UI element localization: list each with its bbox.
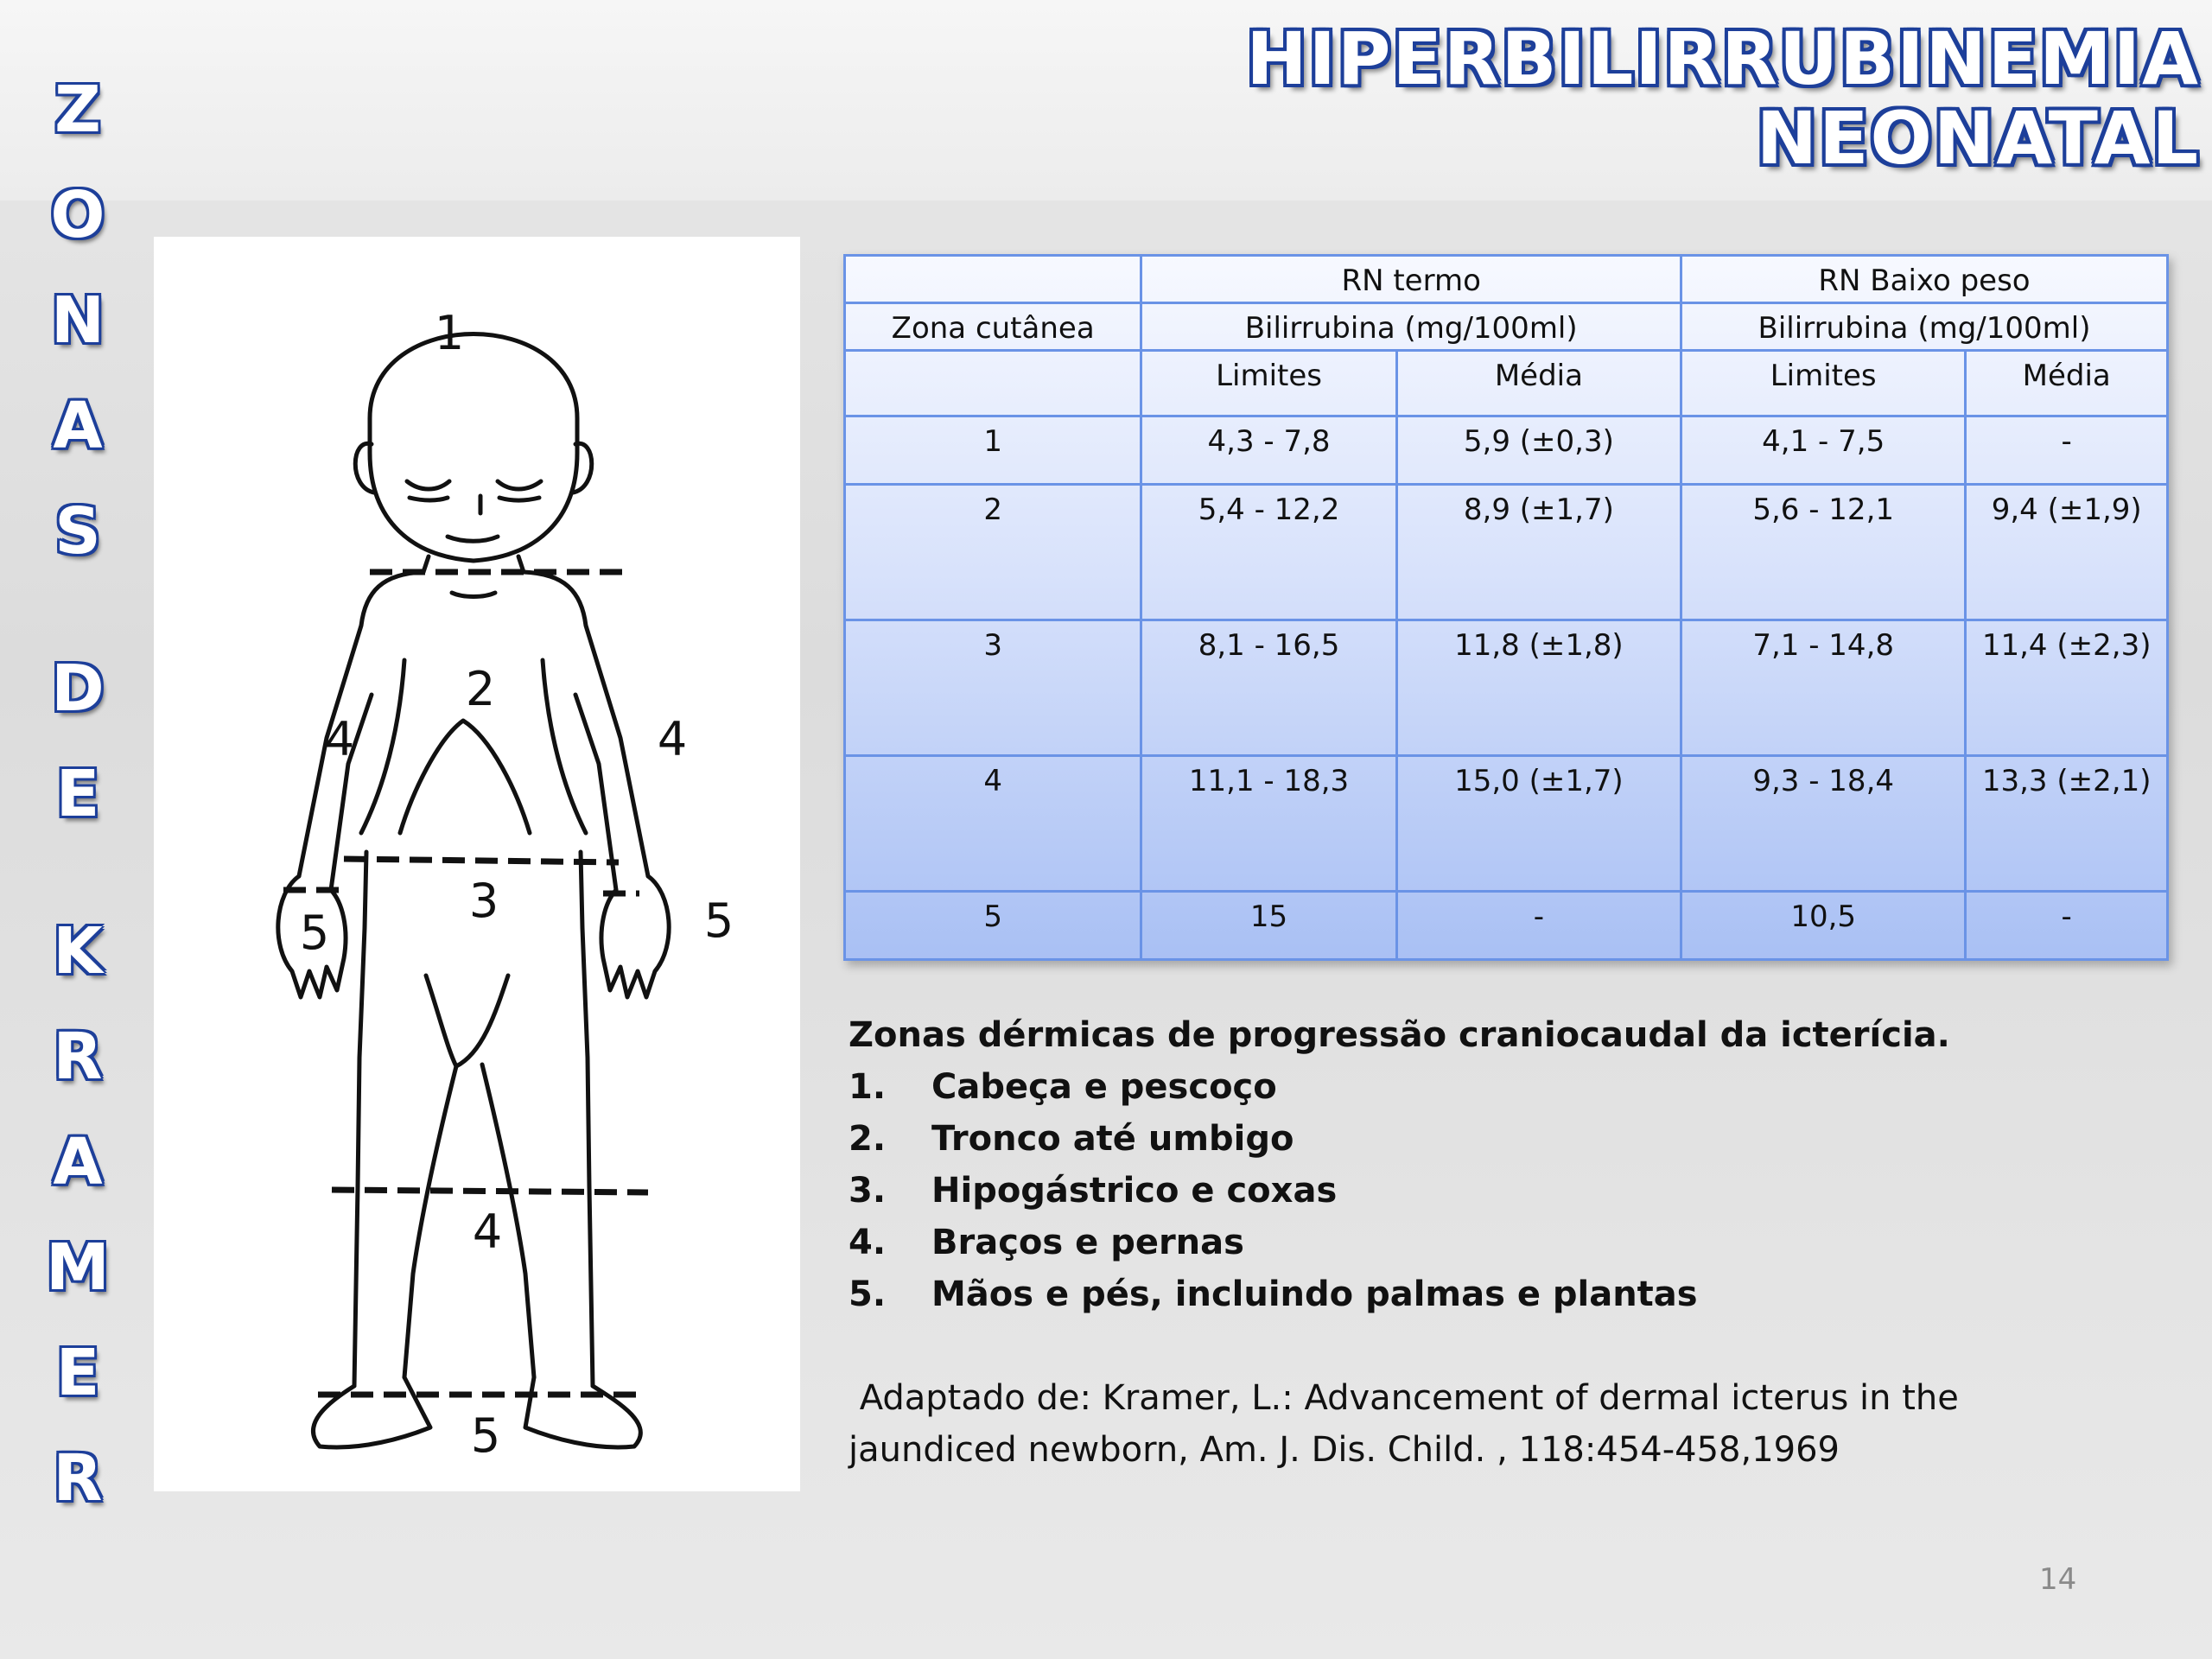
table-cell: 5,4 - 12,2 — [1141, 485, 1396, 620]
slide-title — [1246, 16, 2200, 181]
table-row — [845, 756, 2168, 892]
table-cell: 7,1 - 14,8 — [1681, 620, 1966, 756]
table-cell-zone: 2 — [845, 485, 1141, 620]
legend-item — [849, 1113, 2145, 1165]
side-letter: S — [54, 494, 101, 569]
abdomen-v — [400, 721, 530, 833]
table-cell-zone: 5 — [845, 892, 1141, 960]
table-cell: 15,0 (±1,7) — [1396, 756, 1681, 892]
table-header-empty — [845, 256, 1141, 303]
sub-header-baixo-peso: Bilirrubina (mg/100ml) — [1681, 303, 2168, 351]
side-letter: O — [50, 178, 105, 252]
crotch — [426, 976, 508, 1066]
legend-item — [849, 1217, 2145, 1268]
chest-right — [543, 660, 586, 833]
table-cell: 4,1 - 7,5 — [1681, 416, 1966, 485]
column-header: Limites — [1681, 351, 1966, 416]
chin-mark — [452, 593, 495, 597]
zone-label-legs: 4 — [472, 1205, 503, 1259]
side-letter: E — [55, 757, 100, 831]
side-letter: E — [55, 1336, 100, 1410]
zones-legend — [849, 1009, 2145, 1320]
right-eye-lower — [499, 498, 539, 500]
legend-item-text: Mãos e pés, incluindo palmas e plantas — [931, 1274, 1698, 1314]
side-letter: M — [46, 1230, 110, 1305]
side-letter: R — [53, 1020, 103, 1094]
slide-title-line1: HIPERBILIRRUBINEMIA — [1246, 16, 2200, 101]
left-foot — [313, 1377, 430, 1447]
table-cell: 5,6 - 12,1 — [1681, 485, 1966, 620]
side-letter: N — [51, 283, 105, 358]
table-row — [845, 416, 2168, 485]
zone-label-arm-left: 4 — [324, 712, 355, 766]
table-cell-zone: 1 — [845, 416, 1141, 485]
slide-title-line2: NEONATAL — [1756, 96, 2200, 181]
table-row — [845, 620, 2168, 756]
source-citation — [849, 1372, 2101, 1476]
zone-label-feet: 5 — [470, 1408, 501, 1463]
row-header-zona: Zona cutânea — [845, 303, 1141, 351]
zone-label-hypogastric: 3 — [468, 874, 499, 928]
table-cell: 15 — [1141, 892, 1396, 960]
zone-label-arm-right: 4 — [657, 712, 688, 766]
table-cell: 9,3 - 18,4 — [1681, 756, 1966, 892]
left-inner-leg — [404, 1066, 456, 1377]
legend-item-text: Cabeça e pescoço — [931, 1067, 1277, 1107]
baby-outline-drawing — [154, 237, 800, 1491]
group-header-termo: RN termo — [1141, 256, 1681, 303]
legend-item-number: 4. — [849, 1223, 887, 1262]
table-cell: 13,3 (±2,1) — [1966, 756, 2168, 892]
table-cell: 5,9 (±0,3) — [1396, 416, 1681, 485]
left-eye-lower — [410, 498, 448, 500]
mouth — [448, 537, 498, 541]
side-letter: A — [53, 389, 103, 463]
table-cell: 8,1 - 16,5 — [1141, 620, 1396, 756]
legend-item-text: Hipogástrico e coxas — [931, 1171, 1338, 1211]
table-row — [845, 892, 2168, 960]
right-hip-leg — [581, 852, 593, 1386]
page-number: 14 — [2039, 1562, 2077, 1597]
legend-item-number: 5. — [849, 1274, 887, 1314]
kramer-body-diagram — [154, 237, 800, 1491]
zone-boundary-knees — [332, 1190, 648, 1192]
column-header: Média — [1396, 351, 1681, 416]
table-cell-zone: 4 — [845, 756, 1141, 892]
zone-label-head: 1 — [434, 306, 465, 360]
table-cell-zone: 3 — [845, 620, 1141, 756]
zone-label-hand-right: 5 — [703, 893, 734, 948]
chest-left — [361, 660, 404, 833]
zone-boundary-umbilicus — [344, 859, 619, 862]
zone-label-hand-left: 5 — [299, 906, 330, 960]
legend-heading: Zonas dérmicas de progressão craniocaudal da icterícia. — [849, 1015, 1950, 1055]
legend-item — [849, 1061, 2145, 1113]
table-cell: - — [1396, 892, 1681, 960]
legend-item-number: 3. — [849, 1171, 887, 1211]
head-outline — [370, 334, 577, 562]
left-eye — [407, 481, 449, 489]
zone-label-trunk: 2 — [465, 662, 496, 716]
side-letter: A — [53, 1125, 103, 1199]
table-cell: 11,1 - 18,3 — [1141, 756, 1396, 892]
table-cell: - — [1966, 416, 2168, 485]
table-cell: 11,4 (±2,3) — [1966, 620, 2168, 756]
legend-item-text: Braços e pernas — [931, 1223, 1244, 1262]
right-eye — [498, 481, 541, 489]
side-letter: R — [53, 1441, 103, 1516]
table-cell: 10,5 — [1681, 892, 1966, 960]
bilirubin-zone-table — [843, 254, 2169, 961]
side-letter: K — [53, 914, 103, 988]
legend-item — [849, 1165, 2145, 1217]
sub-header-termo: Bilirrubina (mg/100ml) — [1141, 303, 1681, 351]
citation-line1: Adaptado de: Kramer, L.: Advancement of dermal icterus in the — [849, 1378, 1959, 1418]
table-header-row — [845, 256, 2168, 303]
table-header-row — [845, 351, 2168, 416]
table-cell: 9,4 (±1,9) — [1966, 485, 2168, 620]
table-header-empty — [845, 351, 1141, 416]
table-cell: - — [1966, 892, 2168, 960]
table-row — [845, 485, 2168, 620]
table-cell: 8,9 (±1,7) — [1396, 485, 1681, 620]
left-hip-leg — [354, 852, 366, 1386]
table-header-row — [845, 303, 2168, 351]
column-header: Média — [1966, 351, 2168, 416]
table-cell: 4,3 - 7,8 — [1141, 416, 1396, 485]
citation-line2: jaundiced newborn, Am. J. Dis. Child. , 118:454-458,1969 — [849, 1430, 1840, 1470]
side-letter: Z — [54, 73, 101, 147]
legend-item-text: Tronco até umbigo — [931, 1119, 1294, 1159]
legend-item — [849, 1268, 2145, 1320]
group-header-baixo-peso: RN Baixo peso — [1681, 256, 2168, 303]
legend-item-number: 2. — [849, 1119, 887, 1159]
table-cell: 11,8 (±1,8) — [1396, 620, 1681, 756]
legend-item-number: 1. — [849, 1067, 887, 1107]
column-header: Limites — [1141, 351, 1396, 416]
side-letter: D — [51, 652, 105, 726]
vertical-side-title — [35, 57, 121, 1531]
right-foot — [525, 1377, 640, 1447]
